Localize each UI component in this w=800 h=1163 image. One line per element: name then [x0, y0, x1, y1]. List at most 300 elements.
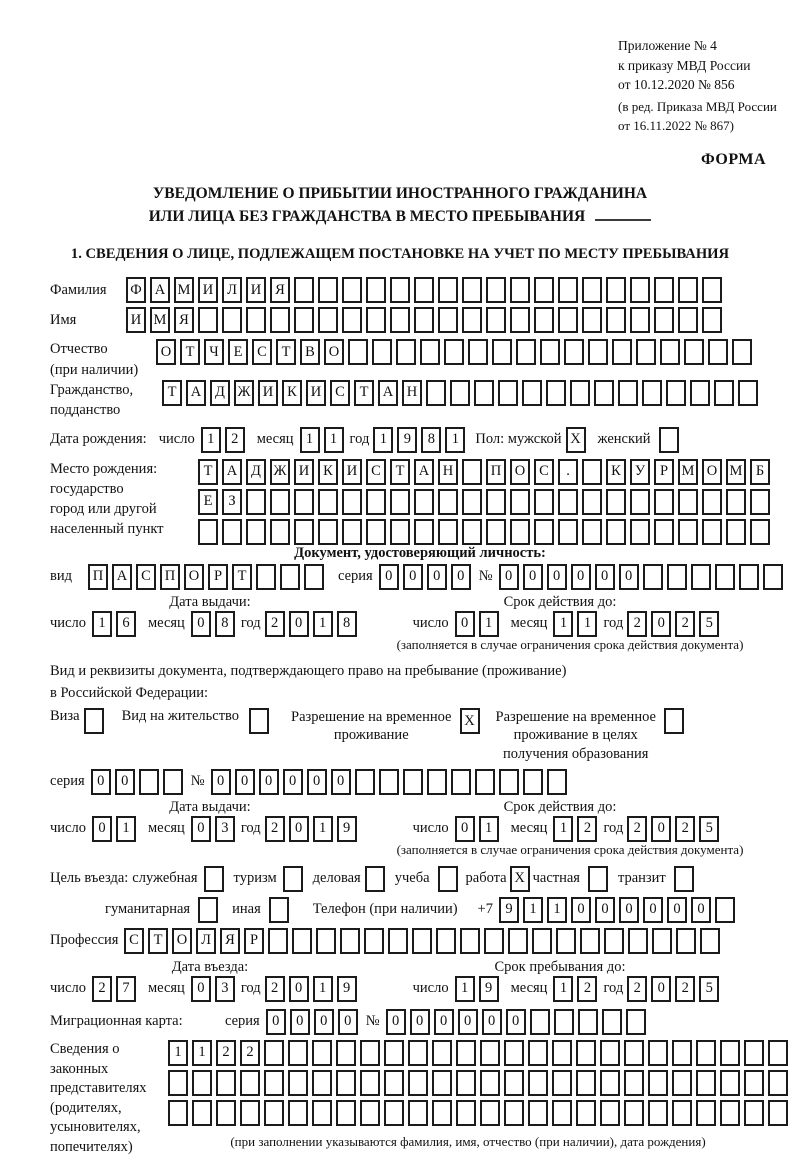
char-cell-filled[interactable]: 0 — [547, 564, 567, 590]
char-cell-filled[interactable]: И — [126, 307, 146, 333]
doc-type-input[interactable] — [88, 564, 324, 590]
char-cell-empty[interactable] — [630, 277, 650, 303]
char-cell-filled[interactable]: 2 — [675, 816, 695, 842]
char-cell-empty[interactable] — [462, 459, 482, 485]
char-cell-empty[interactable] — [648, 1070, 668, 1096]
char-cell-empty[interactable] — [678, 277, 698, 303]
char-cell-filled[interactable]: 0 — [289, 976, 309, 1002]
char-cell-empty[interactable] — [270, 519, 290, 545]
char-cell-empty[interactable] — [288, 1100, 308, 1126]
char-cell-filled[interactable]: А — [186, 380, 206, 406]
char-cell-filled[interactable]: 0 — [523, 564, 543, 590]
char-cell-empty[interactable] — [414, 489, 434, 515]
char-cell-filled[interactable]: М — [726, 459, 746, 485]
id-valid-month-input[interactable] — [553, 611, 597, 637]
char-cell-filled[interactable]: 1 — [547, 897, 567, 923]
char-cell-empty[interactable] — [480, 1040, 500, 1066]
char-cell-empty[interactable] — [168, 1070, 188, 1096]
char-cell-empty[interactable] — [642, 380, 662, 406]
char-cell-empty[interactable] — [372, 339, 392, 365]
char-cell-filled[interactable]: 9 — [337, 976, 357, 1002]
char-cell-empty[interactable] — [624, 1070, 644, 1096]
birth-place-row3-input[interactable] — [198, 519, 770, 545]
char-cell-empty[interactable] — [264, 1100, 284, 1126]
char-cell-empty[interactable] — [534, 519, 554, 545]
char-cell-empty[interactable] — [360, 1040, 380, 1066]
char-cell-empty[interactable] — [438, 277, 458, 303]
char-cell-empty[interactable] — [582, 307, 602, 333]
mig-number-input[interactable] — [386, 1009, 646, 1035]
char-cell-empty[interactable] — [414, 307, 434, 333]
stay-month-input[interactable] — [553, 976, 597, 1002]
char-cell-empty[interactable] — [624, 1040, 644, 1066]
char-cell-filled[interactable]: М — [678, 459, 698, 485]
char-cell-empty[interactable] — [366, 277, 386, 303]
char-cell-empty[interactable] — [676, 928, 696, 954]
purpose-humanitarian-checkbox[interactable] — [198, 897, 218, 923]
char-cell-filled[interactable]: 0 — [434, 1009, 454, 1035]
char-cell-empty[interactable] — [288, 1040, 308, 1066]
char-cell-empty[interactable] — [582, 489, 602, 515]
birth-place-row2-input[interactable] — [198, 489, 770, 515]
char-cell-filled[interactable]: Л — [222, 277, 242, 303]
char-cell-filled[interactable]: А — [112, 564, 132, 590]
char-cell-filled[interactable]: Д — [246, 459, 266, 485]
char-cell-empty[interactable] — [318, 519, 338, 545]
char-cell-empty[interactable] — [636, 339, 656, 365]
entry-day-input[interactable] — [92, 976, 136, 1002]
char-cell-empty[interactable] — [450, 380, 470, 406]
char-cell-filled[interactable]: 1 — [92, 611, 112, 637]
char-cell-empty[interactable] — [246, 307, 266, 333]
char-cell-filled[interactable]: О — [156, 339, 176, 365]
char-cell-filled[interactable]: Ж — [234, 380, 254, 406]
char-cell-empty[interactable] — [403, 769, 423, 795]
surname-input[interactable] — [126, 277, 722, 303]
char-cell-empty[interactable] — [750, 519, 770, 545]
id-issue-month-input[interactable] — [191, 611, 235, 637]
char-cell-filled[interactable]: 0 — [499, 564, 519, 590]
char-cell-empty[interactable] — [360, 1100, 380, 1126]
char-cell-filled[interactable]: 3 — [215, 976, 235, 1002]
char-cell-empty[interactable] — [691, 564, 711, 590]
char-cell-empty[interactable] — [294, 307, 314, 333]
char-cell-filled[interactable]: 1 — [553, 816, 573, 842]
char-cell-empty[interactable] — [726, 519, 746, 545]
char-cell-empty[interactable] — [318, 307, 338, 333]
char-cell-filled[interactable]: К — [606, 459, 626, 485]
char-cell-empty[interactable] — [318, 489, 338, 515]
char-cell-empty[interactable] — [618, 380, 638, 406]
char-cell-empty[interactable] — [504, 1070, 524, 1096]
char-cell-empty[interactable] — [240, 1070, 260, 1096]
char-cell-filled[interactable]: 1 — [373, 427, 393, 453]
char-cell-empty[interactable] — [288, 1070, 308, 1096]
char-cell-empty[interactable] — [292, 928, 312, 954]
given-name-input[interactable] — [126, 307, 722, 333]
char-cell-empty[interactable] — [420, 339, 440, 365]
char-cell-empty[interactable] — [528, 1070, 548, 1096]
char-cell-empty[interactable] — [582, 519, 602, 545]
char-cell-empty[interactable] — [582, 459, 602, 485]
char-cell-empty[interactable] — [648, 1100, 668, 1126]
char-cell-empty[interactable] — [475, 769, 495, 795]
char-cell-empty[interactable] — [612, 339, 632, 365]
char-cell-empty[interactable] — [498, 380, 518, 406]
permit-valid-month-input[interactable] — [553, 816, 597, 842]
char-cell-empty[interactable] — [249, 708, 269, 734]
char-cell-empty[interactable] — [690, 380, 710, 406]
char-cell-empty[interactable] — [530, 1009, 550, 1035]
char-cell-filled[interactable]: Д — [210, 380, 230, 406]
char-cell-filled[interactable]: 9 — [479, 976, 499, 1002]
char-cell-empty[interactable] — [270, 489, 290, 515]
char-cell-filled[interactable]: 1 — [324, 427, 344, 453]
id-valid-year-input[interactable] — [627, 611, 719, 637]
char-cell-filled[interactable]: М — [174, 277, 194, 303]
char-cell-filled[interactable]: Ф — [126, 277, 146, 303]
char-cell-empty[interactable] — [426, 380, 446, 406]
char-cell-empty[interactable] — [384, 1040, 404, 1066]
char-cell-empty[interactable] — [294, 489, 314, 515]
char-cell-filled[interactable]: 2 — [675, 976, 695, 1002]
char-cell-empty[interactable] — [588, 866, 608, 892]
char-cell-empty[interactable] — [702, 307, 722, 333]
char-cell-empty[interactable] — [139, 769, 159, 795]
char-cell-filled[interactable]: 2 — [265, 611, 285, 637]
char-cell-empty[interactable] — [750, 489, 770, 515]
char-cell-filled[interactable]: Я — [220, 928, 240, 954]
char-cell-empty[interactable] — [700, 928, 720, 954]
char-cell-empty[interactable] — [744, 1040, 764, 1066]
char-cell-filled[interactable]: 2 — [627, 816, 647, 842]
char-cell-filled[interactable]: 2 — [627, 976, 647, 1002]
char-cell-filled[interactable]: 0 — [115, 769, 135, 795]
birth-year-input[interactable] — [373, 427, 465, 453]
purpose-transit-checkbox[interactable] — [674, 866, 694, 892]
char-cell-empty[interactable] — [304, 564, 324, 590]
char-cell-filled[interactable]: 0 — [289, 816, 309, 842]
char-cell-empty[interactable] — [312, 1100, 332, 1126]
char-cell-empty[interactable] — [702, 489, 722, 515]
char-cell-empty[interactable] — [732, 339, 752, 365]
char-cell-empty[interactable] — [246, 489, 266, 515]
char-cell-empty[interactable] — [564, 339, 584, 365]
char-cell-empty[interactable] — [456, 1040, 476, 1066]
char-cell-filled[interactable]: 5 — [699, 976, 719, 1002]
char-cell-filled[interactable]: 1 — [445, 427, 465, 453]
char-cell-empty[interactable] — [532, 928, 552, 954]
char-cell-filled[interactable]: 1 — [577, 611, 597, 637]
char-cell-filled[interactable]: 0 — [290, 1009, 310, 1035]
char-cell-empty[interactable] — [390, 489, 410, 515]
char-cell-empty[interactable] — [600, 1100, 620, 1126]
char-cell-filled[interactable]: 1 — [300, 427, 320, 453]
char-cell-empty[interactable] — [408, 1100, 428, 1126]
char-cell-empty[interactable] — [556, 928, 576, 954]
char-cell-empty[interactable] — [390, 277, 410, 303]
char-cell-filled[interactable]: П — [486, 459, 506, 485]
char-cell-empty[interactable] — [436, 928, 456, 954]
char-cell-filled[interactable]: 6 — [116, 611, 136, 637]
char-cell-empty[interactable] — [504, 1040, 524, 1066]
char-cell-filled[interactable]: П — [160, 564, 180, 590]
char-cell-filled[interactable]: 0 — [651, 611, 671, 637]
purpose-work-checkbox[interactable] — [510, 866, 530, 892]
char-cell-filled[interactable]: 5 — [699, 816, 719, 842]
char-cell-empty[interactable] — [523, 769, 543, 795]
char-cell-empty[interactable] — [528, 1100, 548, 1126]
char-cell-empty[interactable] — [486, 307, 506, 333]
char-cell-empty[interactable] — [630, 519, 650, 545]
char-cell-empty[interactable] — [474, 380, 494, 406]
char-cell-empty[interactable] — [720, 1100, 740, 1126]
char-cell-filled[interactable]: 0 — [643, 897, 663, 923]
purpose-private-checkbox[interactable] — [588, 866, 608, 892]
char-cell-empty[interactable] — [576, 1070, 596, 1096]
representatives-row1-input[interactable] — [168, 1040, 788, 1066]
char-cell-filled[interactable]: 0 — [191, 976, 211, 1002]
char-cell-empty[interactable] — [432, 1100, 452, 1126]
char-cell-filled[interactable]: X — [460, 708, 480, 734]
char-cell-empty[interactable] — [534, 277, 554, 303]
char-cell-empty[interactable] — [534, 489, 554, 515]
char-cell-empty[interactable] — [534, 307, 554, 333]
char-cell-filled[interactable]: 0 — [386, 1009, 406, 1035]
char-cell-empty[interactable] — [318, 277, 338, 303]
char-cell-empty[interactable] — [480, 1070, 500, 1096]
char-cell-filled[interactable]: 8 — [421, 427, 441, 453]
char-cell-filled[interactable]: И — [294, 459, 314, 485]
char-cell-filled[interactable]: 0 — [410, 1009, 430, 1035]
char-cell-filled[interactable]: У — [630, 459, 650, 485]
char-cell-empty[interactable] — [666, 380, 686, 406]
char-cell-empty[interactable] — [484, 928, 504, 954]
char-cell-empty[interactable] — [462, 277, 482, 303]
char-cell-empty[interactable] — [600, 1040, 620, 1066]
char-cell-empty[interactable] — [444, 339, 464, 365]
char-cell-empty[interactable] — [336, 1040, 356, 1066]
char-cell-empty[interactable] — [606, 277, 626, 303]
char-cell-filled[interactable]: 0 — [595, 564, 615, 590]
char-cell-empty[interactable] — [462, 307, 482, 333]
char-cell-empty[interactable] — [654, 489, 674, 515]
char-cell-empty[interactable] — [283, 866, 303, 892]
char-cell-filled[interactable]: О — [184, 564, 204, 590]
char-cell-empty[interactable] — [570, 380, 590, 406]
char-cell-filled[interactable]: 0 — [691, 897, 711, 923]
char-cell-empty[interactable] — [486, 519, 506, 545]
char-cell-empty[interactable] — [630, 307, 650, 333]
char-cell-empty[interactable] — [552, 1100, 572, 1126]
char-cell-empty[interactable] — [480, 1100, 500, 1126]
char-cell-empty[interactable] — [630, 489, 650, 515]
char-cell-filled[interactable]: И — [198, 277, 218, 303]
visa-checkbox[interactable] — [84, 708, 104, 734]
birth-day-input[interactable] — [201, 427, 245, 453]
char-cell-filled[interactable]: 1 — [313, 816, 333, 842]
char-cell-empty[interactable] — [216, 1070, 236, 1096]
char-cell-filled[interactable]: Т — [180, 339, 200, 365]
char-cell-filled[interactable]: Т — [276, 339, 296, 365]
char-cell-filled[interactable]: 0 — [92, 816, 112, 842]
char-cell-filled[interactable]: 1 — [523, 897, 543, 923]
char-cell-empty[interactable] — [492, 339, 512, 365]
char-cell-filled[interactable]: К — [318, 459, 338, 485]
char-cell-empty[interactable] — [198, 519, 218, 545]
char-cell-empty[interactable] — [366, 489, 386, 515]
char-cell-filled[interactable]: Т — [232, 564, 252, 590]
char-cell-empty[interactable] — [604, 928, 624, 954]
char-cell-empty[interactable] — [280, 564, 300, 590]
char-cell-empty[interactable] — [240, 1100, 260, 1126]
char-cell-filled[interactable]: 2 — [265, 816, 285, 842]
char-cell-filled[interactable]: Е — [198, 489, 218, 515]
char-cell-filled[interactable]: 0 — [307, 769, 327, 795]
char-cell-filled[interactable]: 0 — [455, 611, 475, 637]
char-cell-filled[interactable]: 9 — [397, 427, 417, 453]
char-cell-empty[interactable] — [648, 1040, 668, 1066]
char-cell-filled[interactable]: С — [534, 459, 554, 485]
char-cell-empty[interactable] — [366, 307, 386, 333]
char-cell-filled[interactable]: А — [150, 277, 170, 303]
char-cell-empty[interactable] — [432, 1040, 452, 1066]
char-cell-empty[interactable] — [582, 277, 602, 303]
char-cell-empty[interactable] — [342, 519, 362, 545]
char-cell-empty[interactable] — [438, 866, 458, 892]
char-cell-empty[interactable] — [540, 339, 560, 365]
id-issue-day-input[interactable] — [92, 611, 136, 637]
char-cell-filled[interactable]: Е — [228, 339, 248, 365]
char-cell-empty[interactable] — [768, 1100, 788, 1126]
char-cell-empty[interactable] — [660, 339, 680, 365]
char-cell-filled[interactable]: 2 — [92, 976, 112, 1002]
permit-valid-year-input[interactable] — [627, 816, 719, 842]
char-cell-filled[interactable]: X — [566, 427, 586, 453]
char-cell-filled[interactable]: С — [330, 380, 350, 406]
char-cell-empty[interactable] — [702, 519, 722, 545]
char-cell-empty[interactable] — [664, 708, 684, 734]
char-cell-filled[interactable]: 0 — [259, 769, 279, 795]
purpose-study-checkbox[interactable] — [438, 866, 458, 892]
char-cell-filled[interactable]: З — [222, 489, 242, 515]
char-cell-filled[interactable]: А — [414, 459, 434, 485]
char-cell-empty[interactable] — [578, 1009, 598, 1035]
char-cell-empty[interactable] — [504, 1100, 524, 1126]
char-cell-filled[interactable]: 0 — [403, 564, 423, 590]
char-cell-filled[interactable]: О — [172, 928, 192, 954]
char-cell-empty[interactable] — [702, 277, 722, 303]
char-cell-filled[interactable]: 2 — [577, 816, 597, 842]
char-cell-empty[interactable] — [510, 489, 530, 515]
char-cell-empty[interactable] — [486, 489, 506, 515]
char-cell-filled[interactable]: 0 — [191, 816, 211, 842]
char-cell-filled[interactable]: Н — [438, 459, 458, 485]
char-cell-filled[interactable]: 0 — [211, 769, 231, 795]
char-cell-empty[interactable] — [340, 928, 360, 954]
char-cell-filled[interactable]: Н — [402, 380, 422, 406]
char-cell-empty[interactable] — [626, 1009, 646, 1035]
char-cell-filled[interactable]: 0 — [266, 1009, 286, 1035]
char-cell-empty[interactable] — [654, 277, 674, 303]
char-cell-filled[interactable]: 7 — [116, 976, 136, 1002]
char-cell-empty[interactable] — [600, 1070, 620, 1096]
char-cell-empty[interactable] — [576, 1040, 596, 1066]
representatives-row3-input[interactable] — [168, 1100, 788, 1126]
char-cell-filled[interactable]: 1 — [479, 816, 499, 842]
char-cell-filled[interactable]: 2 — [627, 611, 647, 637]
char-cell-filled[interactable]: 0 — [91, 769, 111, 795]
char-cell-filled[interactable]: Я — [174, 307, 194, 333]
char-cell-empty[interactable] — [510, 519, 530, 545]
char-cell-filled[interactable]: 2 — [225, 427, 245, 453]
stay-day-input[interactable] — [455, 976, 499, 1002]
char-cell-empty[interactable] — [486, 277, 506, 303]
char-cell-empty[interactable] — [624, 1100, 644, 1126]
patronymic-input[interactable] — [156, 339, 752, 365]
id-valid-day-input[interactable] — [455, 611, 499, 637]
char-cell-filled[interactable]: 0 — [651, 816, 671, 842]
char-cell-filled[interactable]: 1 — [192, 1040, 212, 1066]
char-cell-filled[interactable]: 0 — [619, 897, 639, 923]
char-cell-empty[interactable] — [552, 1070, 572, 1096]
char-cell-filled[interactable]: 0 — [455, 816, 475, 842]
char-cell-empty[interactable] — [432, 1070, 452, 1096]
char-cell-empty[interactable] — [438, 519, 458, 545]
char-cell-filled[interactable]: И — [306, 380, 326, 406]
char-cell-empty[interactable] — [316, 928, 336, 954]
birth-month-input[interactable] — [300, 427, 344, 453]
char-cell-filled[interactable]: Л — [196, 928, 216, 954]
char-cell-empty[interactable] — [294, 519, 314, 545]
char-cell-filled[interactable]: 0 — [289, 611, 309, 637]
char-cell-empty[interactable] — [554, 1009, 574, 1035]
char-cell-empty[interactable] — [342, 489, 362, 515]
permit-number-input[interactable] — [211, 769, 567, 795]
char-cell-filled[interactable]: Т — [162, 380, 182, 406]
char-cell-empty[interactable] — [768, 1070, 788, 1096]
char-cell-empty[interactable] — [763, 564, 783, 590]
char-cell-empty[interactable] — [256, 564, 276, 590]
residence-permit-checkbox[interactable] — [249, 708, 269, 734]
char-cell-empty[interactable] — [408, 1040, 428, 1066]
char-cell-filled[interactable]: 1 — [553, 976, 573, 1002]
char-cell-empty[interactable] — [594, 380, 614, 406]
char-cell-empty[interactable] — [508, 928, 528, 954]
char-cell-empty[interactable] — [390, 307, 410, 333]
char-cell-empty[interactable] — [678, 519, 698, 545]
char-cell-filled[interactable]: 2 — [265, 976, 285, 1002]
char-cell-filled[interactable]: А — [378, 380, 398, 406]
char-cell-empty[interactable] — [580, 928, 600, 954]
char-cell-filled[interactable]: 0 — [379, 564, 399, 590]
permit-issue-month-input[interactable] — [191, 816, 235, 842]
char-cell-empty[interactable] — [714, 380, 734, 406]
char-cell-empty[interactable] — [720, 1070, 740, 1096]
purpose-official-checkbox[interactable] — [204, 866, 224, 892]
purpose-other-checkbox[interactable] — [269, 897, 289, 923]
char-cell-empty[interactable] — [715, 897, 735, 923]
char-cell-filled[interactable]: И — [258, 380, 278, 406]
char-cell-empty[interactable] — [414, 519, 434, 545]
birth-place-row1-input[interactable] — [198, 459, 770, 485]
char-cell-empty[interactable] — [696, 1070, 716, 1096]
char-cell-empty[interactable] — [739, 564, 759, 590]
char-cell-empty[interactable] — [222, 307, 242, 333]
sex-female-checkbox[interactable] — [659, 427, 679, 453]
char-cell-empty[interactable] — [528, 1040, 548, 1066]
char-cell-empty[interactable] — [222, 519, 242, 545]
